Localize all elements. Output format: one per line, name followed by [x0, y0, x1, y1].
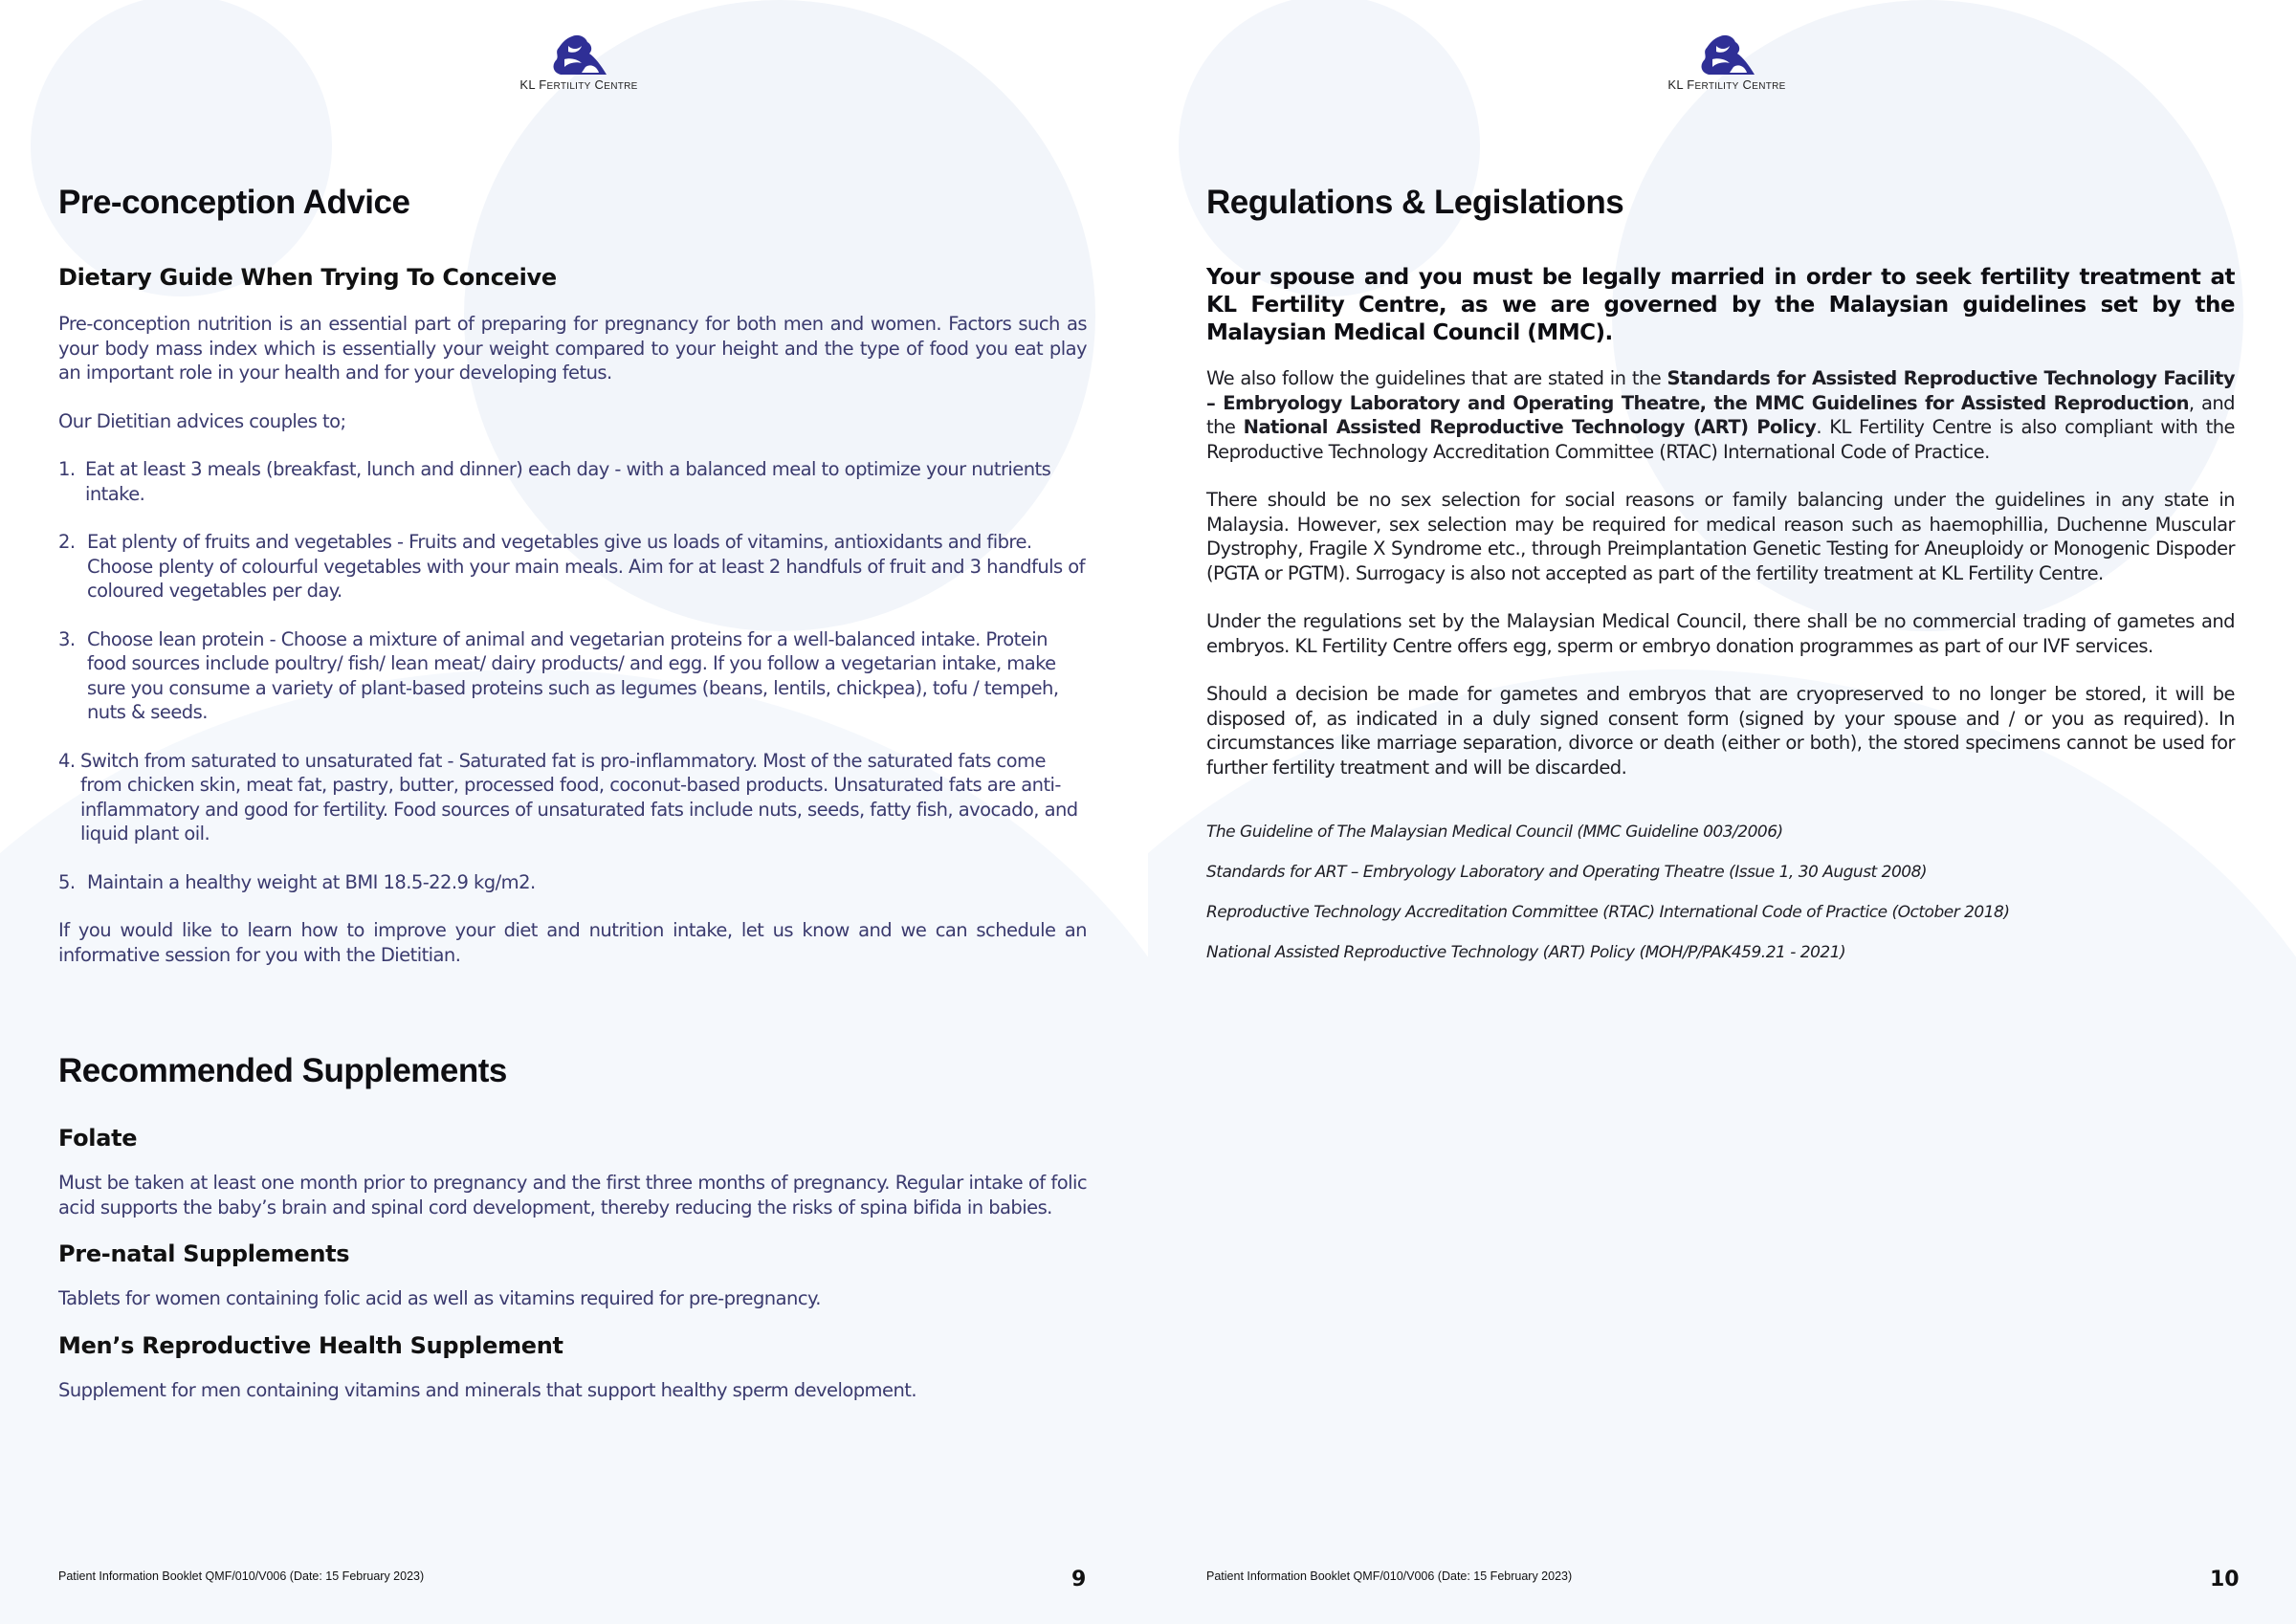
sex-selection-paragraph: There should be no sex selection for social reasons or family balancing under the guidelines in any state in Malaysia. However, sex selection may be required for medical reason such as haemophillia, Duchenne Muscular Dystrophy, Fragile X Syndrome etc., through Preimplantation Genetic Testing for Aneuploidy or Monogenic Dispoder (PGTA or PGTM). Surrogacy is also not accepted as part of the fertility treatment at KL Fertility Centre. — [1206, 489, 2235, 584]
page-number: 10 — [2210, 1568, 2240, 1591]
mens-health-text: Supplement for men containing vitamins and minerals that support healthy sperm development. — [58, 1378, 916, 1401]
logo-text: KL FERTILITY CENTRE — [1667, 77, 1786, 92]
list-item: 4. Switch from saturated to unsaturated fat - Saturated fat is pro-inflammatory. Most of the saturated fats come from chicken skin, meat fat, pastry, butter, processed food, coconut-based products. Unsaturated fats are anti-inflammatory and good for fertility. Food sources of unsaturated fats include nuts, seeds, fatty fish, avocado, and liquid plant oil. — [58, 749, 1078, 845]
page-10 — [1148, 0, 2296, 1624]
logo-text: KL FERTILITY CENTRE — [519, 77, 638, 92]
footer-document-id: Patient Information Booklet QMF/010/V006 (Date: 15 February 2023) — [58, 1569, 425, 1583]
advice-list — [58, 457, 1087, 894]
folate-text: Must be taken at least one month prior to pregnancy and the first three months of pregnancy. Regular intake of folic acid supports the baby’s brain and spinal cord development, thereby reducing the risks of spina bifida in babies. — [58, 1172, 1087, 1218]
advice-lead: Our Dietitian advices couples to; — [58, 409, 346, 432]
regulations-body — [1206, 264, 2235, 962]
background-circle — [31, 0, 332, 296]
dietary-guide — [58, 264, 1087, 967]
commercial-trading-paragraph: Under the regulations set by the Malaysian Medical Council, there shall be no commercial trading of gametes and embryos. KL Fertility Centre offers egg, sperm or embryo donation programmes as part of our IVF services. — [1206, 610, 2235, 657]
references-list — [1206, 823, 2235, 962]
prenatal-text: Tablets for women containing folic acid as well as vitamins required for pre-pregnancy. — [58, 1287, 821, 1309]
brand-logo — [1631, 34, 1822, 92]
closing-paragraph: If you would like to learn how to improve your diet and nutrition intake, let us know and we can schedule an informative session for you with the Dietitian. — [58, 919, 1087, 966]
prenatal-heading: Pre-natal Supplements — [58, 1240, 350, 1267]
disposal-paragraph: Should a decision be made for gametes and embryos that are cryopreserved to no longer be stored, it will be disposed of, as indicated in a duly signed consent form (signed by your spouse and / or you as required). In circumstances like marriage separation, divorce or death (either or both), the stored specimens cannot be used for further fertility treatment and will be discarded. — [1206, 683, 2235, 779]
folate-heading: Folate — [58, 1125, 138, 1152]
background-circle — [1179, 0, 1480, 296]
footer-document-id: Patient Information Booklet QMF/010/V006 (Date: 15 February 2023) — [1206, 1569, 1573, 1583]
dietary-heading: Dietary Guide When Trying To Conceive — [58, 264, 557, 291]
page-title: Pre-conception Advice — [58, 184, 410, 221]
reference-item: National Assisted Reproductive Technology (ART) Policy (MOH/P/PAK459.21 - 2021) — [1206, 943, 1846, 962]
reference-item: The Guideline of The Malaysian Medical Council (MMC Guideline 003/2006) — [1206, 823, 1783, 842]
logo-mark-icon — [549, 34, 608, 77]
intro-paragraph: Pre-conception nutrition is an essential part of preparing for pregnancy for both men and women. Factors such as your body mass index which is essentially your weight compared to your height and the type of food you eat play an important role in your health and for your developing fetus. — [58, 313, 1087, 384]
reference-item: Standards for ART – Embryology Laboratory and Operating Theatre (Issue 1, 30 August 2008) — [1206, 863, 1928, 882]
list-item: 2. Eat plenty of fruits and vegetables - Fruits and vegetables give us loads of vitamins, antioxidants and fibre. Choose plenty of colourful vegetables with your main meals. Aim for at least 2 handfuls of fruit and 3 handfuls of coloured vegetables per day. — [58, 531, 1085, 602]
supplements-section — [58, 1052, 1087, 1402]
page-number: 9 — [1071, 1568, 1087, 1591]
logo-mark-icon — [1697, 34, 1756, 77]
marriage-requirement: Your spouse and you must be legally married in order to seek fertility treatment at KL Fertility Centre, as we are governed by the Malaysian guidelines set by the Malaysian Medical Council (MMC). — [1206, 265, 2235, 345]
guidelines-paragraph: We also follow the guidelines that are stated in the Standards for Assisted Reproductive Technology Facility – Embryology Laboratory and Operating Theatre, the MMC Guidelines for Assisted Reproduction, and the National Assisted Reproductive Technology (ART) Policy. KL Fertility Centre is also compliant with the Reproductive Technology Accreditation Committee (RTAC) International Code of Practice. — [1206, 367, 2235, 463]
list-item: 1. Eat at least 3 meals (breakfast, lunch and dinner) each day - with a balanced meal to optimize your nutrients intake. — [58, 458, 1051, 505]
supplements-title: Recommended Supplements — [58, 1052, 507, 1089]
mens-health-heading: Men’s Reproductive Health Supplement — [58, 1331, 563, 1359]
list-item: 5. Maintain a healthy weight at BMI 18.5-22.9 kg/m2. — [58, 870, 536, 893]
regulations-section — [1206, 184, 2235, 222]
page-title: Regulations & Legislations — [1206, 184, 1624, 221]
list-item: 3. Choose lean protein - Choose a mixture of animal and vegetarian proteins for a well-balanced intake. Protein food sources include poultry/ fish/ lean meat/ dairy products/ and egg. If you follow a vegetarian intake, make sure you consume a variety of plant-based proteins such as legumes (beans, lentils, chickpea), tofu / tempeh, nuts & seeds. — [58, 627, 1059, 723]
brand-logo — [483, 34, 674, 92]
reference-item: Reproductive Technology Accreditation Committee (RTAC) International Code of Practice (October 2018) — [1206, 903, 2010, 922]
pre-conception-section — [58, 184, 1087, 222]
